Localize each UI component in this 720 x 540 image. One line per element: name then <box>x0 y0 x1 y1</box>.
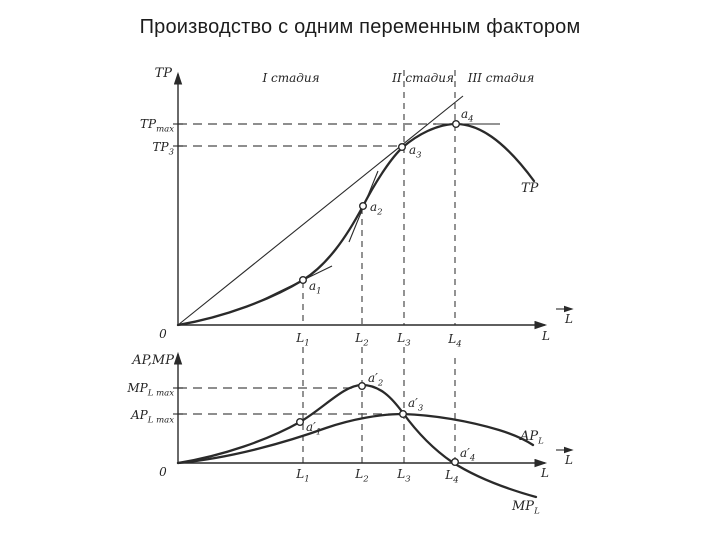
apmp-xtick-l2: $L_2$ <box>355 467 369 485</box>
apmp-xtick-l4: $L_4$ <box>445 468 459 486</box>
mp-curve-label: $MP_L$ <box>512 499 540 517</box>
point-a2-marker <box>360 203 367 210</box>
tp-axis-label: TP <box>154 66 172 81</box>
ap-curve <box>178 414 533 463</box>
point-a2p-label: $a'_2$ <box>368 371 384 389</box>
stage-1-label: I стадия <box>262 71 320 85</box>
apmp-x-end-label: L <box>541 466 549 480</box>
tp-x-end-label: L <box>542 329 550 343</box>
stage-3-label: III стадия <box>467 71 535 85</box>
point-a4p-marker <box>452 459 459 466</box>
ap-max-label: $AP_{L max}$ <box>130 408 174 426</box>
apmp-xtick-l1: $L_1$ <box>296 467 310 485</box>
point-a1p-label: $a'_1$ <box>306 420 322 438</box>
point-a4p-label: $a'_4$ <box>460 446 476 464</box>
point-a2p-marker <box>359 383 366 390</box>
point-a3p-marker <box>400 411 407 418</box>
tp-chart <box>140 66 573 350</box>
point-a1-label: $a_1$ <box>309 279 322 297</box>
point-a3-marker <box>399 144 406 151</box>
point-a2-label: $a_2$ <box>370 200 383 218</box>
point-a1-marker <box>300 277 307 284</box>
tp-curve-label: TP <box>521 181 539 196</box>
ap-curve-label: $AP_L$ <box>520 429 544 447</box>
apmp-origin-label: 0 <box>159 465 167 479</box>
stage-2-label: II стадия <box>392 71 454 85</box>
point-a1p-marker <box>297 419 304 426</box>
point-a3-label: $a_3$ <box>409 143 422 161</box>
apmp-chart <box>126 347 573 517</box>
tp-xtick-l3: $L_3$ <box>397 331 411 349</box>
apmp-xtick-l3: $L_3$ <box>397 467 411 485</box>
slide-title: Производство с одним переменным фактором <box>139 16 581 38</box>
apmp-axis-label: AP,MP <box>132 353 174 368</box>
tp-xtick-l1: $L_1$ <box>296 331 310 349</box>
point-a4-label: $a_4$ <box>461 107 474 125</box>
tp-x-vector-label: L <box>565 312 573 326</box>
mp-max-label: $MP_{L max}$ <box>127 381 174 399</box>
tp-max-label: $TP_{max}$ <box>140 117 174 135</box>
point-a4-marker <box>453 121 460 128</box>
tp3-label: $TP_3$ <box>152 140 174 158</box>
tp-xtick-l2: $L_2$ <box>355 331 369 349</box>
point-a3p-label: $a'_3$ <box>408 396 424 414</box>
tp-origin-label: 0 <box>159 327 167 341</box>
apmp-x-vector-label: L <box>565 453 573 467</box>
tp-xtick-l4: $L_4$ <box>448 332 462 350</box>
